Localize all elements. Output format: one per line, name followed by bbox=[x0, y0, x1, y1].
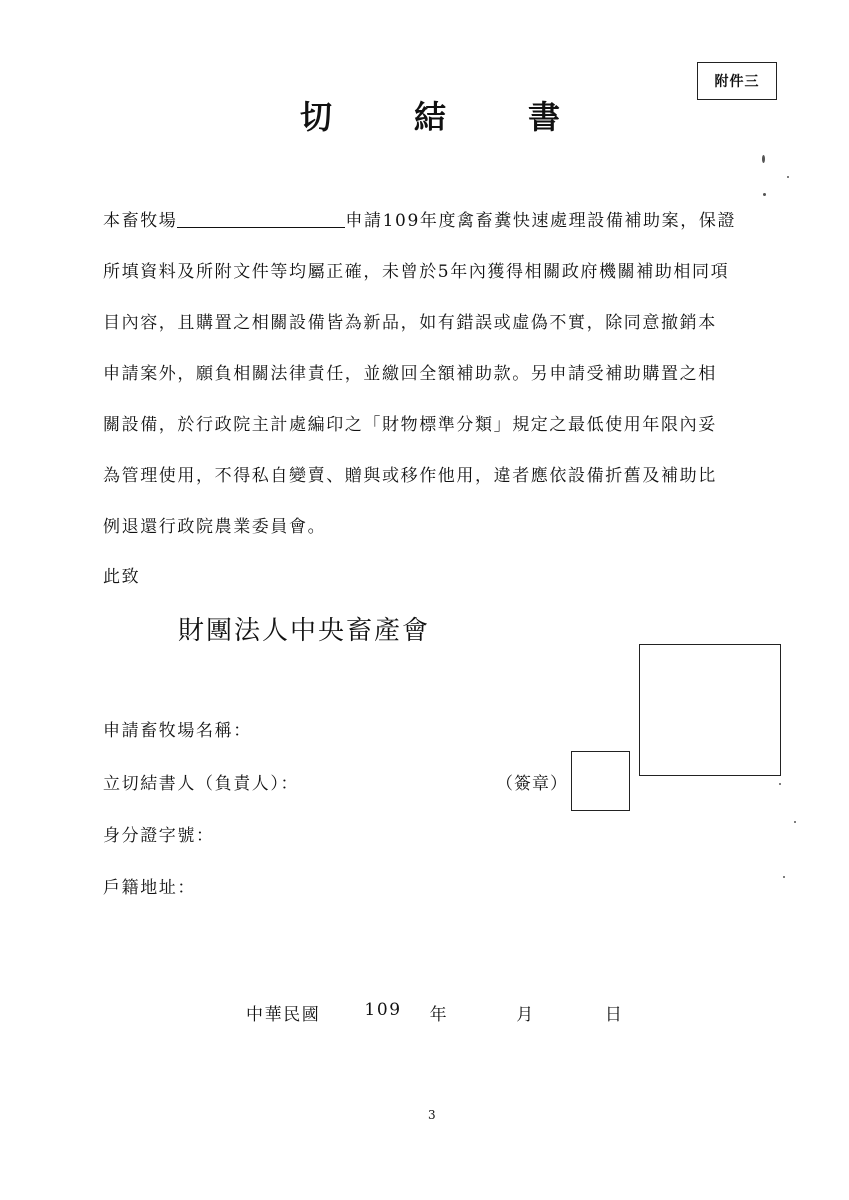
body-line-7: 例退還行政院農業委員會。 bbox=[103, 517, 327, 537]
recipient-organization: 財團法人中央畜產會 bbox=[178, 616, 431, 646]
page-number: 3 bbox=[428, 1108, 436, 1122]
body-line-5: 關設備，於行政院主計處編印之「財物標準分類」規定之最低使用年限內妥 bbox=[103, 415, 717, 435]
date-day-unit: 日 bbox=[604, 1005, 624, 1025]
id-number-label: 身分證字號： bbox=[103, 826, 215, 846]
body-line-3: 目內容，且購置之相關設備皆為新品，如有錯誤或虛偽不實，除同意撤銷本 bbox=[103, 313, 717, 333]
title-char-2: 結 bbox=[413, 98, 446, 136]
farm-name-label: 申請畜牧場名稱： bbox=[103, 721, 252, 741]
date-line bbox=[246, 1000, 623, 1025]
personal-seal-box bbox=[571, 751, 630, 811]
seal-label: （簽章） bbox=[496, 774, 568, 794]
date-month-unit: 月 bbox=[516, 1005, 535, 1025]
body-line-1-end: 申請109年度禽畜糞快速處理設備補助案，保證 bbox=[345, 211, 737, 231]
body-line-2: 所填資料及所附文件等均屬正確，未曾於5年內獲得相關政府機關補助相同項 bbox=[103, 262, 730, 282]
scan-speck bbox=[779, 783, 781, 785]
body-line-1-start: 本畜牧場 bbox=[103, 211, 178, 231]
company-seal-box bbox=[639, 644, 781, 776]
farm-name-blank bbox=[177, 207, 345, 228]
document-title bbox=[300, 92, 560, 138]
scan-speck bbox=[794, 821, 796, 823]
affidavit-body bbox=[103, 196, 769, 553]
scan-speck bbox=[763, 193, 766, 196]
title-char-1: 切 bbox=[300, 98, 333, 136]
salutation: 此致 bbox=[103, 567, 141, 587]
body-line-6: 為管理使用，不得私自變賣、贈與或移作他用，違者應依設備折舊及補助比 bbox=[103, 466, 717, 486]
date-era: 中華民國 bbox=[246, 1005, 321, 1025]
body-line-1 bbox=[103, 196, 769, 247]
signer-label: 立切結書人（負責人）： bbox=[103, 774, 300, 794]
body-line-4: 申請案外，願負相關法律責任，並繳回全額補助款。另申請受補助購置之相 bbox=[103, 364, 717, 384]
date-year-unit: 年 bbox=[429, 1005, 449, 1025]
attachment-label: 附件三 bbox=[697, 62, 777, 100]
address-label: 戶籍地址： bbox=[103, 878, 196, 898]
scan-speck bbox=[783, 876, 785, 878]
date-year: 109 bbox=[364, 1000, 402, 1020]
scan-speck bbox=[762, 155, 765, 163]
title-char-3: 書 bbox=[527, 98, 560, 136]
scan-speck bbox=[787, 176, 789, 178]
